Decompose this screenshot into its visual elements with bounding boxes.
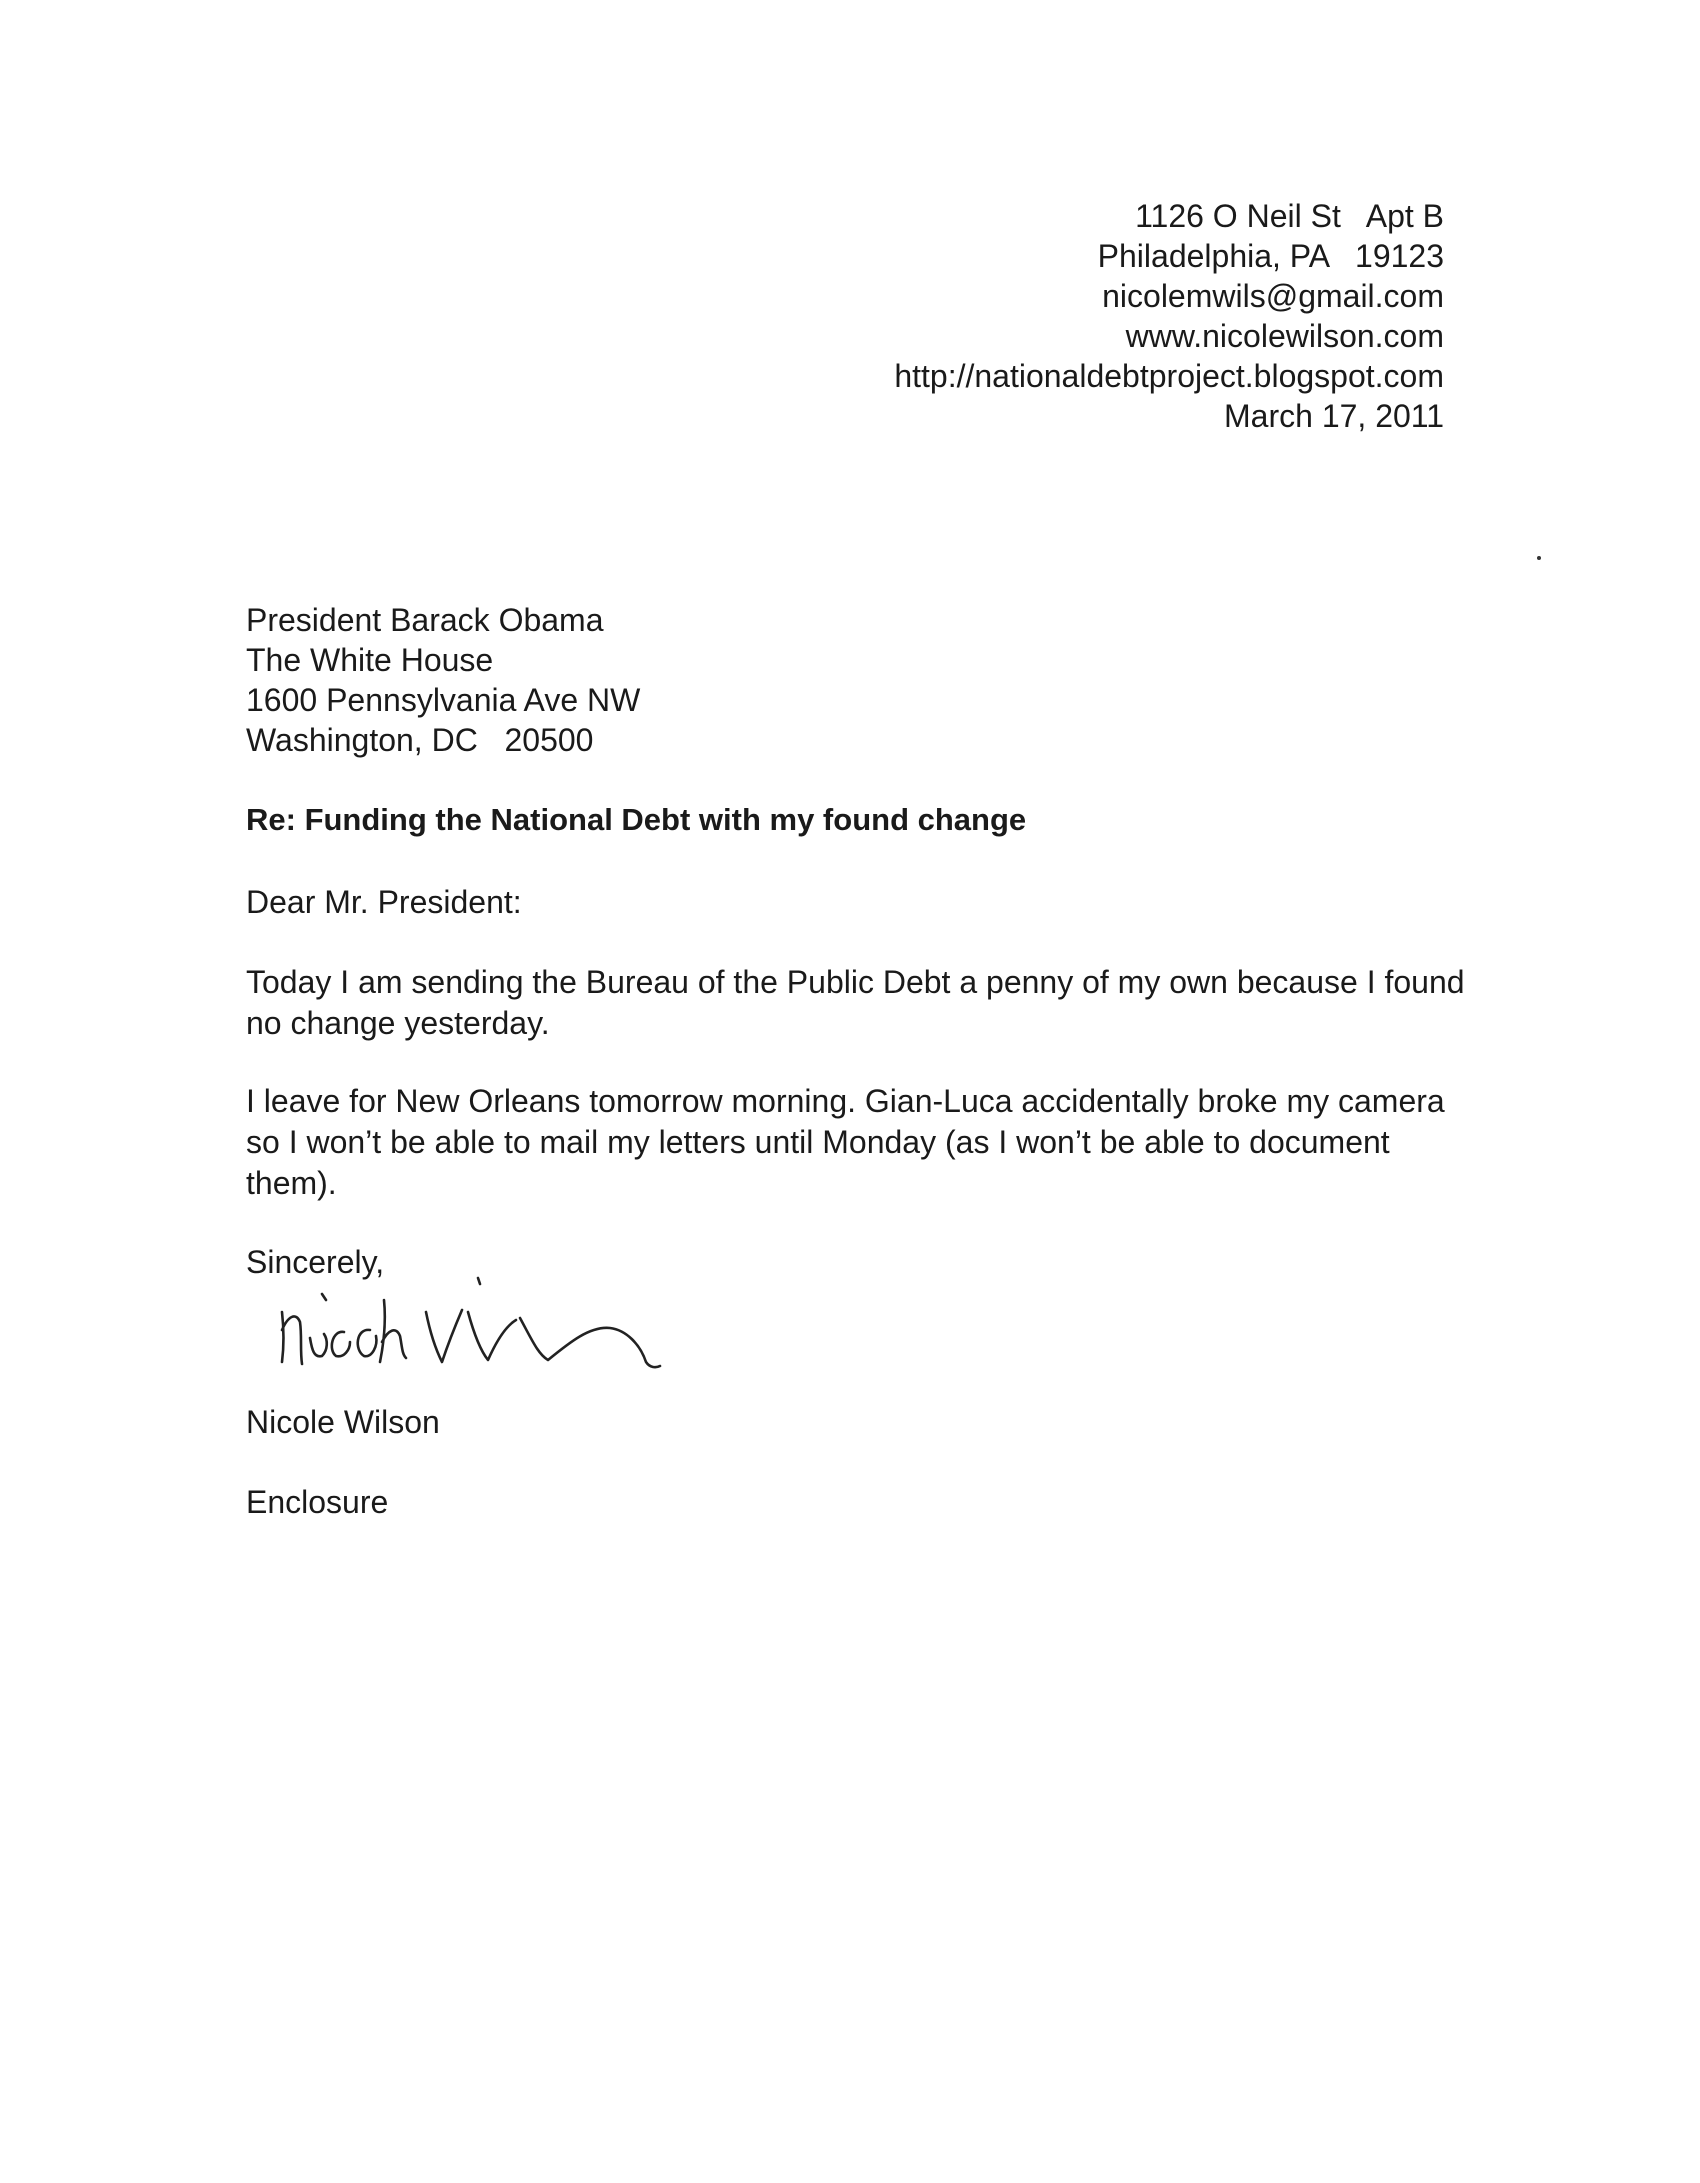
recipient-org: The White House [246, 642, 494, 678]
subject-line: Re: Funding the National Debt with my found change [246, 802, 1027, 837]
salutation: Dear Mr. President: [246, 884, 522, 920]
body-paragraph-2: I leave for New Orleans tomorrow morning. Gian-Luca accidentally broke my camera so I won’t be able to mail my letters until Monday (as I won’t be able to document them). [246, 1083, 1445, 1201]
sender-street: 1126 O Neil St Apt B [1135, 198, 1444, 234]
sender-website: www.nicolewilson.com [1125, 318, 1444, 354]
closing: Sincerely, [246, 1244, 385, 1280]
recipient-city: Washington, DC 20500 [246, 722, 594, 758]
signer-name: Nicole Wilson [246, 1404, 440, 1440]
enclosure-note: Enclosure [246, 1484, 389, 1520]
body-paragraph-1: Today I am sending the Bureau of the Public Debt a penny of my own because I found no change yesterday. [246, 964, 1465, 1041]
recipient-address-block [246, 600, 640, 760]
sender-city: Philadelphia, PA 19123 [1097, 238, 1444, 274]
scan-speck [1537, 556, 1541, 560]
sender-email: nicolemwils@gmail.com [1102, 278, 1444, 314]
sender-address-block [894, 196, 1444, 436]
sender-blog-url: http://nationaldebtproject.blogspot.com [894, 358, 1444, 394]
recipient-street: 1600 Pennsylvania Ave NW [246, 682, 641, 718]
handwritten-signature [270, 1250, 730, 1400]
recipient-name: President Barack Obama [246, 602, 604, 638]
letter-date: March 17, 2011 [1224, 398, 1444, 434]
